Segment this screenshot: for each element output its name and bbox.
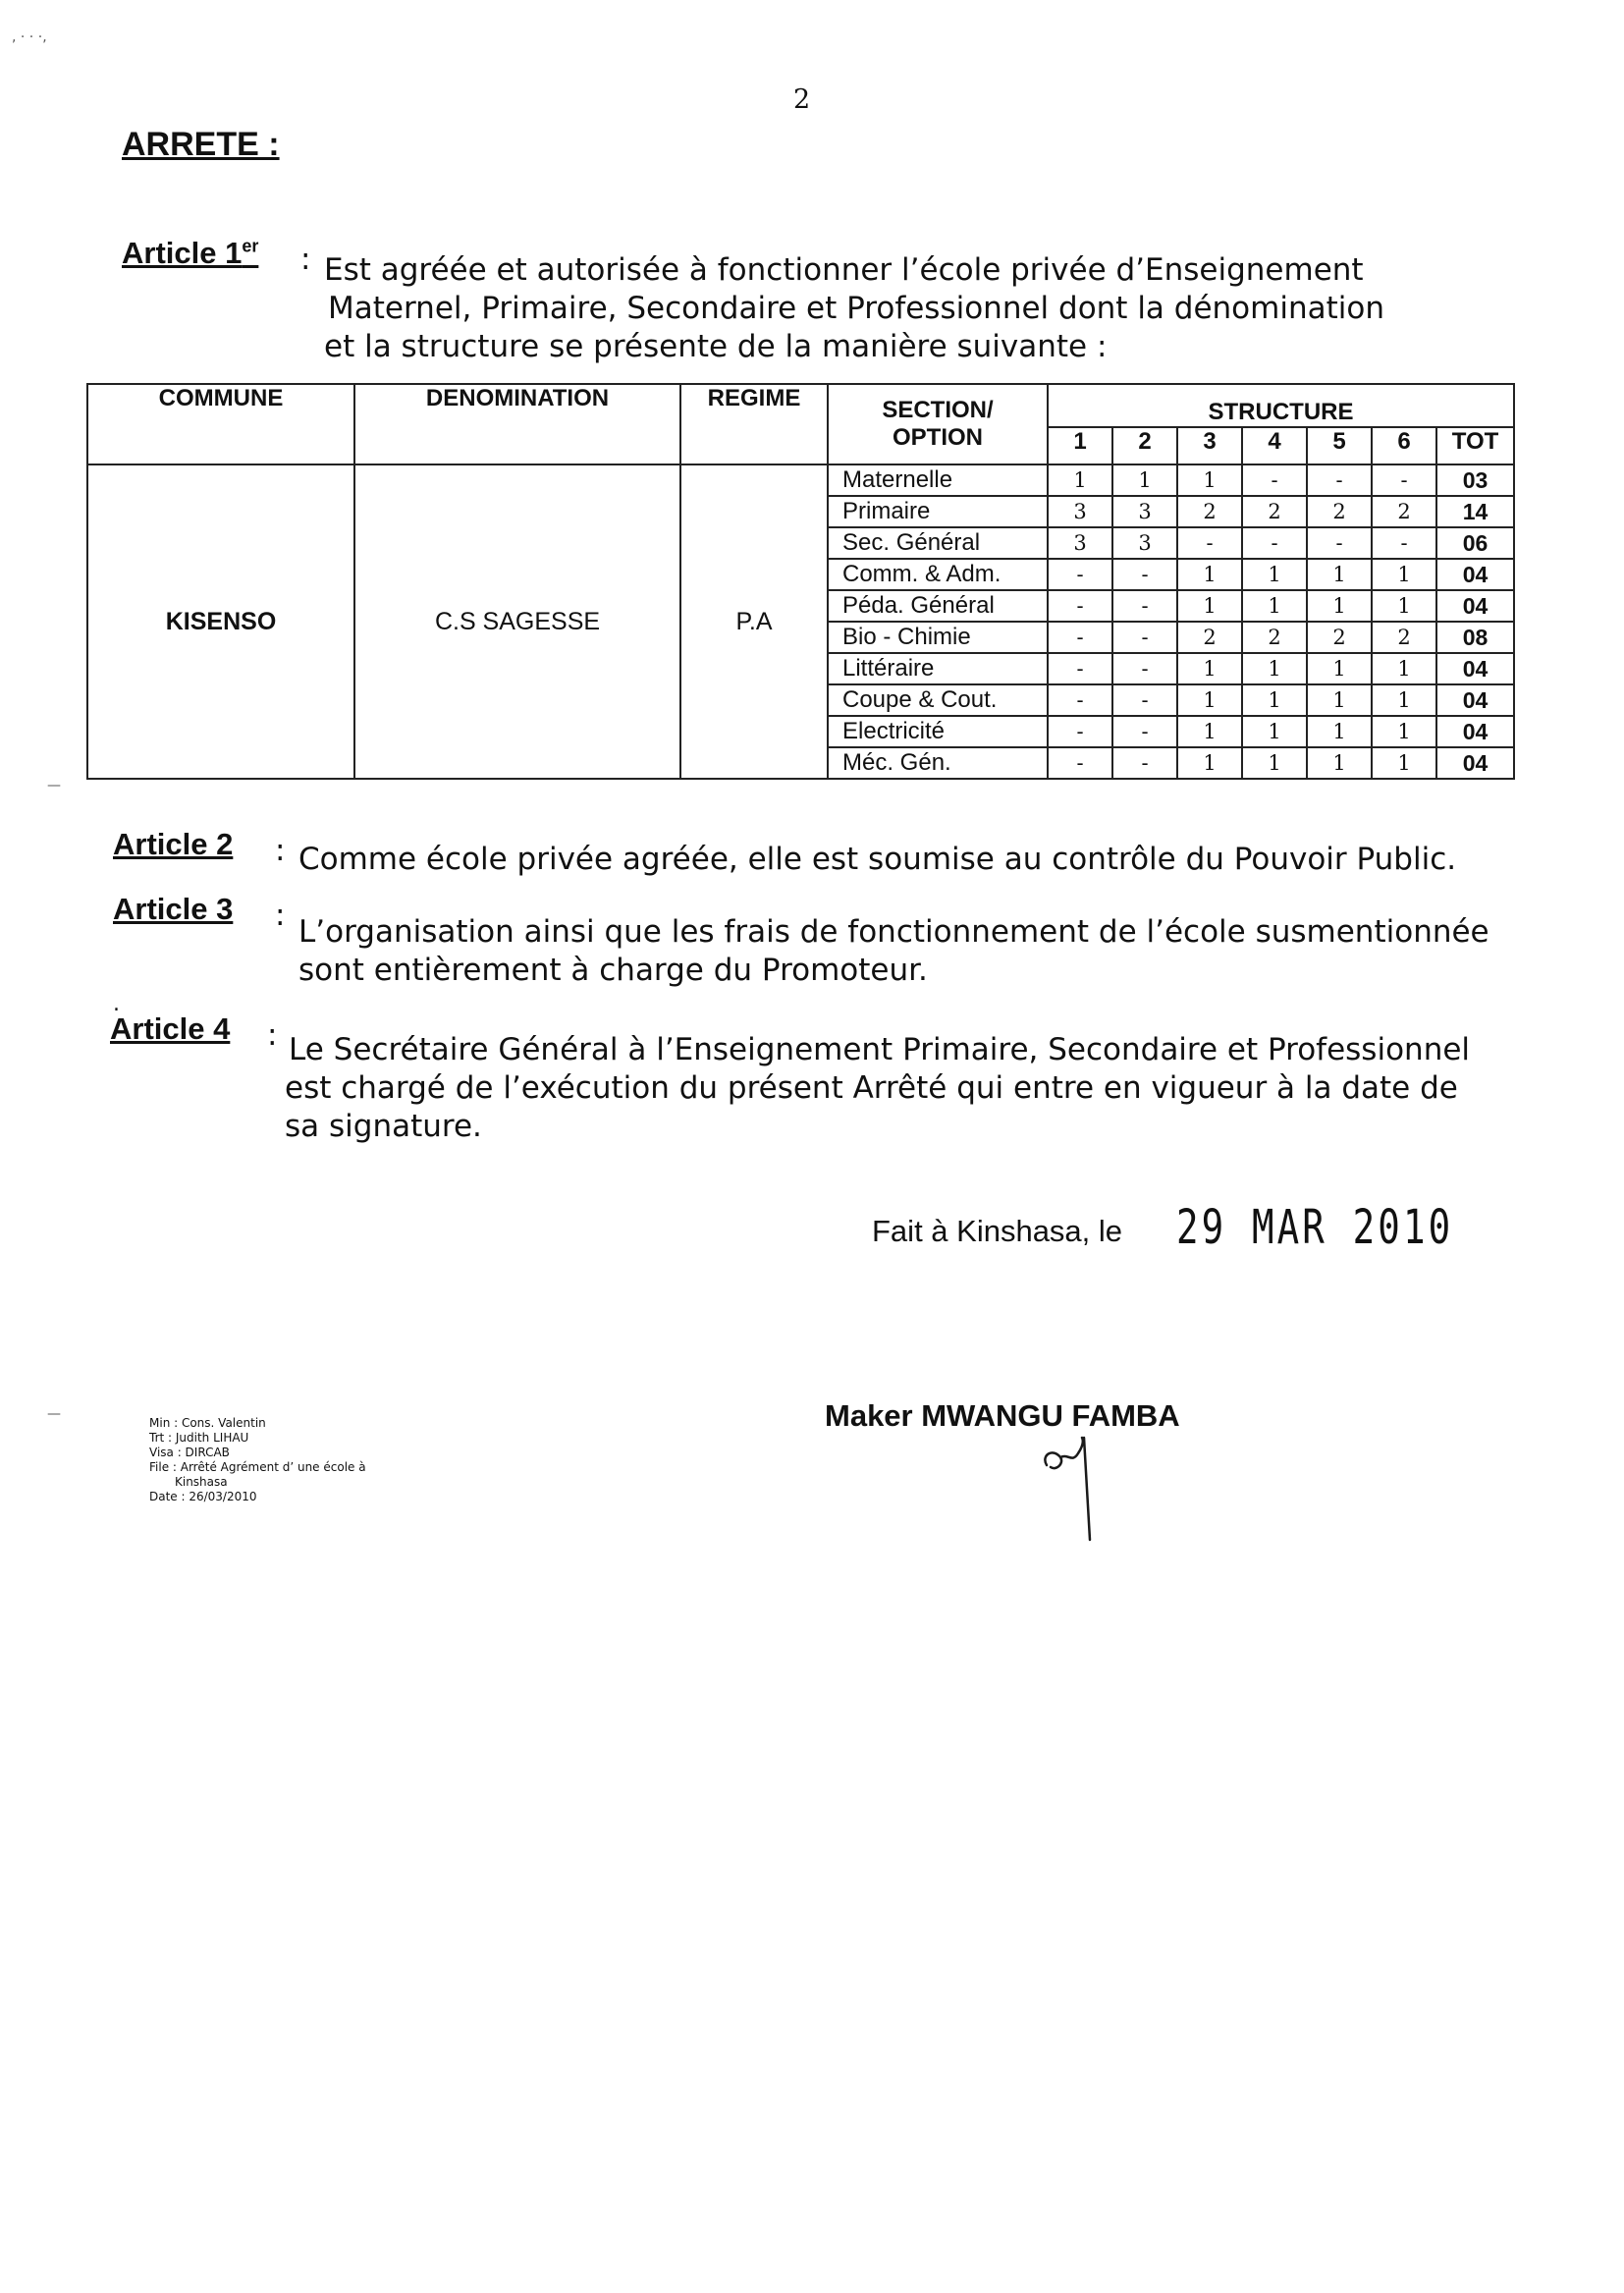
article-3-line-2: sont entièrement à charge du Promoteur. <box>298 953 928 988</box>
value-cell: 1 <box>1177 464 1242 496</box>
article-1-line-3: et la structure se présente de la manière suivante : <box>324 329 1108 364</box>
value-cell: - <box>1048 590 1112 622</box>
value-cell: - <box>1242 527 1307 559</box>
value-cell: 1 <box>1372 590 1436 622</box>
article-4-text <box>285 1031 1470 1146</box>
structure-table <box>86 383 1515 780</box>
article-3-line-1: L’organisation ainsi que les frais de fonctionnement de l’école susmentionnée <box>298 914 1489 950</box>
value-cell: 1 <box>1242 559 1307 590</box>
article-4-line-3: sa signature. <box>285 1109 482 1144</box>
article-2-colon: : <box>275 833 286 868</box>
section-cell: Péda. Général <box>828 590 1048 622</box>
value-cell: 1 <box>1372 747 1436 779</box>
commune-cell: KISENSO <box>87 464 354 779</box>
value-cell: - <box>1112 653 1177 684</box>
denomination-cell: C.S SAGESSE <box>354 464 680 779</box>
arrete-heading: ARRETE : <box>122 126 280 163</box>
value-cell: 1 <box>1307 590 1372 622</box>
value-cell: - <box>1372 464 1436 496</box>
article-2-label: Article 2 <box>113 827 234 861</box>
article-1-line-1: Est agréée et autorisée à fonctionner l’école privée d’Enseignement <box>324 252 1364 288</box>
total-cell: 04 <box>1436 747 1514 779</box>
value-cell: - <box>1177 527 1242 559</box>
regime-cell: P.A <box>680 464 828 779</box>
value-cell: - <box>1112 716 1177 747</box>
article-1-sup: er <box>242 236 259 256</box>
value-cell: 1 <box>1177 747 1242 779</box>
value-cell: 2 <box>1242 622 1307 653</box>
total-cell: 03 <box>1436 464 1514 496</box>
ref-file: File : Arrêté Agrément d’ une école à <box>149 1460 366 1474</box>
article-4-colon: : <box>267 1017 278 1053</box>
article-1 <box>122 236 258 271</box>
value-cell: 1 <box>1242 716 1307 747</box>
header-commune: COMMUNE <box>87 384 354 464</box>
section-cell: Sec. Général <box>828 527 1048 559</box>
value-cell: 1 <box>1372 716 1436 747</box>
scan-mark: , · · ·‚ <box>12 29 47 45</box>
value-cell: - <box>1112 590 1177 622</box>
value-cell: 2 <box>1307 496 1372 527</box>
ref-min: Min : Cons. Valentin <box>149 1416 266 1430</box>
value-cell: 2 <box>1372 622 1436 653</box>
value-cell: - <box>1112 684 1177 716</box>
value-cell: 1 <box>1372 684 1436 716</box>
header-col-tot: TOT <box>1436 427 1514 464</box>
article-2-text: Comme école privée agréée, elle est soumise au contrôle du Pouvoir Public. <box>298 842 1457 877</box>
header-regime: REGIME <box>680 384 828 464</box>
total-cell: 14 <box>1436 496 1514 527</box>
page-number: 2 <box>793 84 811 115</box>
ref-file-cont: Kinshasa <box>175 1475 228 1489</box>
total-cell: 06 <box>1436 527 1514 559</box>
ref-date: Date : 26/03/2010 <box>149 1490 257 1503</box>
value-cell: 1 <box>1112 464 1177 496</box>
value-cell: - <box>1307 464 1372 496</box>
value-cell: 1 <box>1242 684 1307 716</box>
scan-dot: . <box>113 992 120 1016</box>
value-cell: 1 <box>1307 653 1372 684</box>
header-section-line-1: SECTION/ <box>882 397 994 423</box>
value-cell: - <box>1048 747 1112 779</box>
value-cell: 1 <box>1372 559 1436 590</box>
date-stamp: 29 MAR 2010 <box>1176 1200 1454 1255</box>
value-cell: - <box>1242 464 1307 496</box>
value-cell: - <box>1112 747 1177 779</box>
section-cell: Comm. & Adm. <box>828 559 1048 590</box>
header-col-3: 3 <box>1177 427 1242 464</box>
scan-mark-left-1: — <box>47 778 61 793</box>
value-cell: 2 <box>1242 496 1307 527</box>
value-cell: 1 <box>1048 464 1112 496</box>
place-date: Fait à Kinshasa, le <box>872 1214 1123 1248</box>
article-1-text <box>324 251 1384 366</box>
value-cell: 1 <box>1242 653 1307 684</box>
value-cell: 1 <box>1307 559 1372 590</box>
total-cell: 04 <box>1436 716 1514 747</box>
signer-name: Maker MWANGU FAMBA <box>825 1398 1180 1433</box>
header-col-5: 5 <box>1307 427 1372 464</box>
header-col-6: 6 <box>1372 427 1436 464</box>
section-cell: Bio - Chimie <box>828 622 1048 653</box>
value-cell: 1 <box>1177 684 1242 716</box>
value-cell: - <box>1112 559 1177 590</box>
header-structure: STRUCTURE <box>1048 384 1514 427</box>
value-cell: - <box>1372 527 1436 559</box>
total-cell: 04 <box>1436 684 1514 716</box>
ref-visa: Visa : DIRCAB <box>149 1446 230 1459</box>
value-cell: - <box>1307 527 1372 559</box>
handwritten-signature <box>1039 1424 1127 1552</box>
total-cell: 04 <box>1436 653 1514 684</box>
article-1-label: Article 1er <box>122 236 259 270</box>
ref-trt: Trt : Judith LIHAU <box>149 1431 249 1445</box>
value-cell: - <box>1048 684 1112 716</box>
value-cell: - <box>1048 559 1112 590</box>
article-3-text <box>298 913 1489 990</box>
header-col-1: 1 <box>1048 427 1112 464</box>
article-4-line-1: Le Secrétaire Général à l’Enseignement Primaire, Secondaire et Professionnel <box>289 1032 1471 1067</box>
value-cell: 2 <box>1177 622 1242 653</box>
value-cell: 1 <box>1307 684 1372 716</box>
header-denomination: DENOMINATION <box>354 384 680 464</box>
section-cell: Méc. Gén. <box>828 747 1048 779</box>
value-cell: 1 <box>1177 716 1242 747</box>
value-cell: 1 <box>1372 653 1436 684</box>
section-cell: Primaire <box>828 496 1048 527</box>
scan-mark-left-2: — <box>47 1406 61 1422</box>
value-cell: - <box>1048 716 1112 747</box>
value-cell: 1 <box>1242 747 1307 779</box>
value-cell: 1 <box>1177 590 1242 622</box>
value-cell: - <box>1048 653 1112 684</box>
section-cell: Maternelle <box>828 464 1048 496</box>
value-cell: 3 <box>1112 527 1177 559</box>
article-4-label: Article 4 <box>110 1011 231 1046</box>
value-cell: 3 <box>1048 496 1112 527</box>
value-cell: 1 <box>1307 716 1372 747</box>
value-cell: - <box>1048 622 1112 653</box>
section-cell: Littéraire <box>828 653 1048 684</box>
value-cell: 1 <box>1177 559 1242 590</box>
table-row <box>87 464 1514 496</box>
value-cell: - <box>1112 622 1177 653</box>
total-cell: 08 <box>1436 622 1514 653</box>
value-cell: 2 <box>1177 496 1242 527</box>
value-cell: 3 <box>1048 527 1112 559</box>
references-block <box>149 1416 366 1504</box>
value-cell: 3 <box>1112 496 1177 527</box>
section-cell: Coupe & Cout. <box>828 684 1048 716</box>
value-cell: 2 <box>1372 496 1436 527</box>
value-cell: 2 <box>1307 622 1372 653</box>
value-cell: 1 <box>1242 590 1307 622</box>
header-section <box>828 384 1048 464</box>
article-3-colon: : <box>275 898 286 933</box>
value-cell: 1 <box>1177 653 1242 684</box>
total-cell: 04 <box>1436 559 1514 590</box>
article-1-colon: : <box>300 242 311 277</box>
header-section-line-2: OPTION <box>892 424 983 451</box>
header-col-2: 2 <box>1112 427 1177 464</box>
section-cell: Electricité <box>828 716 1048 747</box>
article-3-label: Article 3 <box>113 892 234 926</box>
header-col-4: 4 <box>1242 427 1307 464</box>
article-4-line-2: est chargé de l’exécution du présent Arrêté qui entre en vigueur à la date de <box>285 1070 1458 1106</box>
value-cell: 1 <box>1307 747 1372 779</box>
total-cell: 04 <box>1436 590 1514 622</box>
article-1-line-2: Maternel, Primaire, Secondaire et Professionnel dont la dénomination <box>328 291 1384 326</box>
